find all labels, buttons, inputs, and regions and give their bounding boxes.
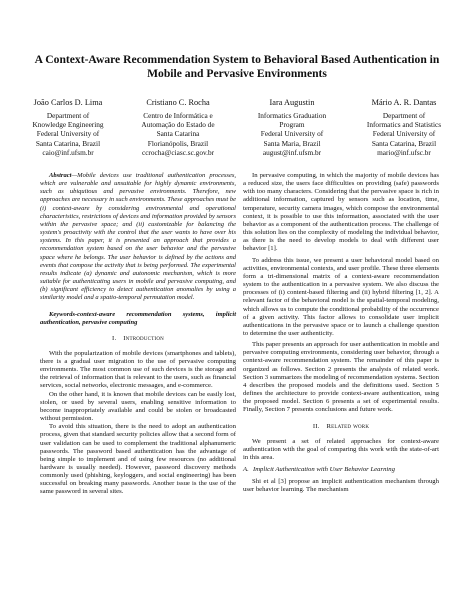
body-paragraph: This paper presents an approach for user authentication in mobile and pervasive computing environments, considering user behavior, through a context-aware recommendation system. The remainder of this paper is organized as follows. Section 2 presents the analysis of related work. Section 3 summarizes the modeling of recommendation systems. Section 4 describes the proposed models and the definitions used. Section 5 defines the architecture to provide context-aware authentication, using the proposed model. Section 6 presents a set of experimental results. Finally, Section 7 presents conclusions and future work. [243,341,439,414]
body-paragraph: To address this issue, we present a user behavioral model based on activities, environmental contexts, and user profile. These three elements form a tri-dimensional matrix of a context-aware recommendation system to the authentication in a pervasive system. We also discuss the processes of (i) content-based filtering and (ii) hybrid filtering [1, 2]. A relevant factor of the behavioral model is the spatial-temporal modeling, which allows us to compute the conditional probability of the occurrence of a given activity. This factor allows to consolidate user implicit authentications in the pervasive space or to launch a challenge question to determine the user authenticity. [243,256,439,337]
author-block [12,98,462,158]
body-paragraph: On the other hand, it is known that mobile devices can be easily lost, stolen, or used by several users, enabling sensitive information to become inappropriately available and could be stolen or broadcasted without permission. [40,390,236,423]
subsection-heading [243,466,439,474]
author-affiliation-line: Informatics and Statistics [366,120,442,130]
body-paragraph: We present a set of related approaches for context-aware authentication with the goal of comparing this work with the state-of-art in this area. [243,437,439,461]
author-affiliation-line: Program [279,120,305,130]
author-name: Mário A. R. Dantas [371,98,437,107]
section-heading-related-work: II. Related work [312,422,370,430]
abstract-lead: Abstract [49,172,72,179]
author-affiliation-line: Department of [382,111,426,120]
left-column [40,172,236,497]
author-email: mario@inf.ufsc.br [377,147,431,157]
author-name: Iara Augustin [269,98,315,107]
author-affiliation-line: Santa Catarina, Brazil [35,138,101,148]
author-affiliation-line: Santa Catarina [156,129,200,139]
author-3 [236,98,348,157]
right-column [243,172,439,494]
author-affiliation-line: Federal University of [372,129,436,139]
author-affiliation-line: Knowledge Engineering [32,120,104,130]
subsection-title: Implicit Authentication with User Behavior Learning [253,466,395,473]
subsection-number: A. [243,466,249,473]
author-email: august@inf.ufsm.br [262,147,322,157]
author-affiliation-line: Federal University of [260,129,324,139]
author-affiliation-line: Department of [46,111,90,120]
body-paragraph: In pervasive computing, in which the majority of mobile devices has a reduced size, the users face difficulties on providing (safe) passwords with too many characters. Considering that the pervasive space is rich in additional information, captured by sensors such as location, time, temperature, security camera images, which compose the environmental context, it is possible to use this information, associated with the user behavior as a component of the authentication process. The challenge of this solution lies on the complexity of modeling the individual behavior, as there is the need to develop models to deal with different user behavior [1]. [243,172,439,253]
paper-title: A Context-Aware Recommendation System to Behavioral Based Authentication in Mobile and Pervasive Environments [34,53,440,80]
author-name: João Carlos D. Lima [33,98,103,107]
author-affiliation-line: Santa Maria, Brazil [263,138,321,148]
author-affiliation-line: Centro de Informática e [143,111,213,120]
author-email: caio@inf.ufsm.br [42,147,94,157]
body-paragraph: Shi et al [3] propose an implicit authentication mechanism through user behavior learning. The mechanism [243,478,439,494]
abstract-text: —Mobile devices use traditional authentication processes, which are vulnerable and unsuitable for highly dynamic environments, such as ubiquitous and pervasive environments. Therefore, new approaches are necessary in such environments. These approaches must be (i) context-aware by considering environmental and operational characteristics, restrictions of devices and information provided by sensors within the pervasive space; and (ii) customizable for balancing the system's proactivity with the control that the user wants to have over his systems. In this paper, it is presented an approach that provides a recommendation system based on the user behavior and the pervasive space where he belongs. The user behavior is defined by the actions and events that compose the activity that is being performed. The experimental results indicate (a) dynamic and autonomic mechanism, which is more suitable for authenticating users in mobile and pervasive computing, and (b) significant efficiency to detect authentication anomalies by using a similarity model and a spatio-temporal permutation model. [40,172,236,302]
author-affiliation-line: Federal University of [36,129,100,139]
body-paragraph: To avoid this situation, there is the need to adopt an authentication process, given that standard security policies allow that a second form of user validation can be used to complement the traditional alphanumeric passwords. The password based authentication has the advantage of being simple to implement and of using few resources (no additional hardware is usually needed). However, password discovery methods commonly used (phishing, keyloggers, and social engineering) has been successful on breaking many passwords. Another issue is the use of the same password in several sites. [40,423,236,496]
author-name: Cristiano C. Rocha [146,98,210,107]
section-heading-introduction: I. Introduction [112,334,164,342]
author-4 [348,98,460,157]
abstract [40,172,236,303]
author-2 [122,98,234,157]
keywords: Keywords-context-aware recommendation systems, implicit authentication, pervasive computing [40,310,236,326]
author-1 [12,98,124,157]
body-paragraph: With the popularization of mobile devices (smartphones and tablets), there is a gradual user migration to the use of pervasive computing environments. The most common use of such devices is the storage and the retrieval of information that is relevant to the users, such as financial services, social networks, electronic messages, and e-commerce. [40,349,236,390]
author-affiliation-line: Informatics Graduation [257,111,327,120]
author-affiliation-line: Automação do Estado de [141,120,215,130]
author-affiliation-line: Santa Catarina, Brazil [371,138,437,148]
author-email: ccrocha@ciasc.sc.gov.br [141,147,215,157]
author-affiliation-line: Florianópolis, Brazil [147,138,209,148]
